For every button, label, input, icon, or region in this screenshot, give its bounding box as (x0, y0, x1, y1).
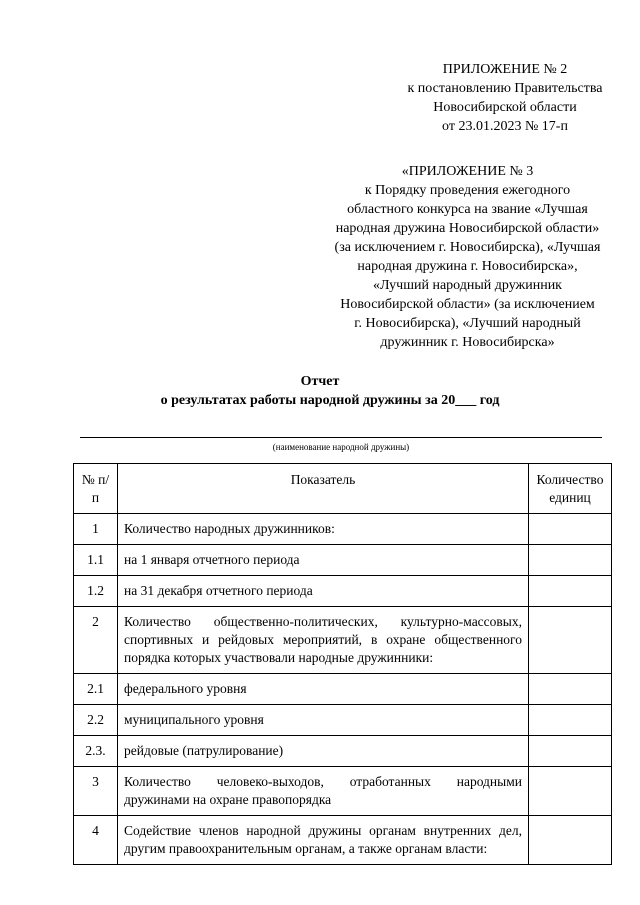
table-row (74, 545, 612, 576)
table-row (74, 514, 612, 545)
row-indicator: Количество человеко-выходов, отработанных народными дружинами на охране правопорядка (118, 767, 529, 816)
row-quantity-cell[interactable] (529, 816, 612, 865)
table-row (74, 816, 612, 865)
appendix-3-line: «Лучший народный дружинник (373, 278, 562, 293)
report-subtitle: о результатах работы народной дружины за 20___ год (160, 393, 500, 408)
row-num: 1.1 (74, 545, 118, 576)
row-num: 2 (74, 607, 118, 674)
row-indicator: на 1 января отчетного периода (118, 545, 529, 576)
table-row (74, 767, 612, 816)
row-indicator: муниципального уровня (118, 705, 529, 736)
appendix-3-line: народная дружина г. Новосибирска», (357, 259, 578, 274)
table-row (74, 607, 612, 674)
report-title-line: Отчет (300, 374, 340, 389)
row-quantity-cell[interactable] (529, 767, 612, 816)
table-row (74, 674, 612, 705)
appendix-3-header (305, 162, 630, 352)
row-num: 4 (74, 816, 118, 865)
report-table (73, 463, 612, 865)
appendix-2-line: ПРИЛОЖЕНИЕ № 2 (442, 62, 568, 77)
row-num: 2.1 (74, 674, 118, 705)
appendix-3-line: областного конкурса на звание «Лучшая (347, 202, 588, 217)
report-title (0, 372, 640, 410)
row-indicator: федерального уровня (118, 674, 529, 705)
row-quantity-cell[interactable] (529, 705, 612, 736)
table-header-row (74, 464, 612, 514)
appendix-3-line: народная дружина Новосибирской области» (335, 221, 600, 236)
row-indicator: рейдовые (патрулирование) (118, 736, 529, 767)
appendix-3-line: (за исключением г. Новосибирска), «Лучшая (334, 240, 601, 255)
row-num: 2.2 (74, 705, 118, 736)
appendix-3-line: к Порядку проведения ежегодного (364, 183, 571, 198)
appendix-2-line: от 23.01.2023 № 17-п (442, 119, 568, 134)
row-quantity-cell[interactable] (529, 674, 612, 705)
row-num: 2.3. (74, 736, 118, 767)
row-quantity-cell[interactable] (529, 514, 612, 545)
row-quantity-cell[interactable] (529, 545, 612, 576)
row-indicator: Количество народных дружинников: (118, 514, 529, 545)
header-quantity: Количество единиц (529, 464, 612, 514)
row-num: 1 (74, 514, 118, 545)
row-quantity-cell[interactable] (529, 607, 612, 674)
table-row (74, 705, 612, 736)
druzhina-name-line (80, 437, 602, 438)
appendix-2-header (380, 60, 630, 136)
row-num: 1.2 (74, 576, 118, 607)
appendix-2-line: к постановлению Правительства (407, 81, 603, 96)
appendix-2-line: Новосибирской области (433, 100, 577, 115)
appendix-3-line: «ПРИЛОЖЕНИЕ № 3 (401, 164, 534, 179)
header-indicator: Показатель (118, 464, 529, 514)
row-indicator: на 31 декабря отчетного периода (118, 576, 529, 607)
table-row (74, 576, 612, 607)
appendix-3-line: Новосибирской области» (за исключением (340, 297, 595, 312)
row-quantity-cell[interactable] (529, 576, 612, 607)
row-num: 3 (74, 767, 118, 816)
header-num: № п/п (74, 464, 118, 514)
row-quantity-cell[interactable] (529, 736, 612, 767)
table-row (74, 736, 612, 767)
druzhina-name-caption: (наименование народной дружины) (272, 442, 410, 452)
row-indicator: Количество общественно-политических, культурно-массовых, спортивных и рейдовых мероприятий, в охране общественного порядка которых участвовали народные дружинники: (118, 607, 529, 674)
appendix-3-line: дружинник г. Новосибирска» (380, 335, 555, 350)
appendix-3-line: г. Новосибирска), «Лучший народный (354, 316, 581, 331)
row-indicator: Содействие членов народной дружины органам внутренних дел, другим правоохранительным органам, а также органам власти: (118, 816, 529, 865)
